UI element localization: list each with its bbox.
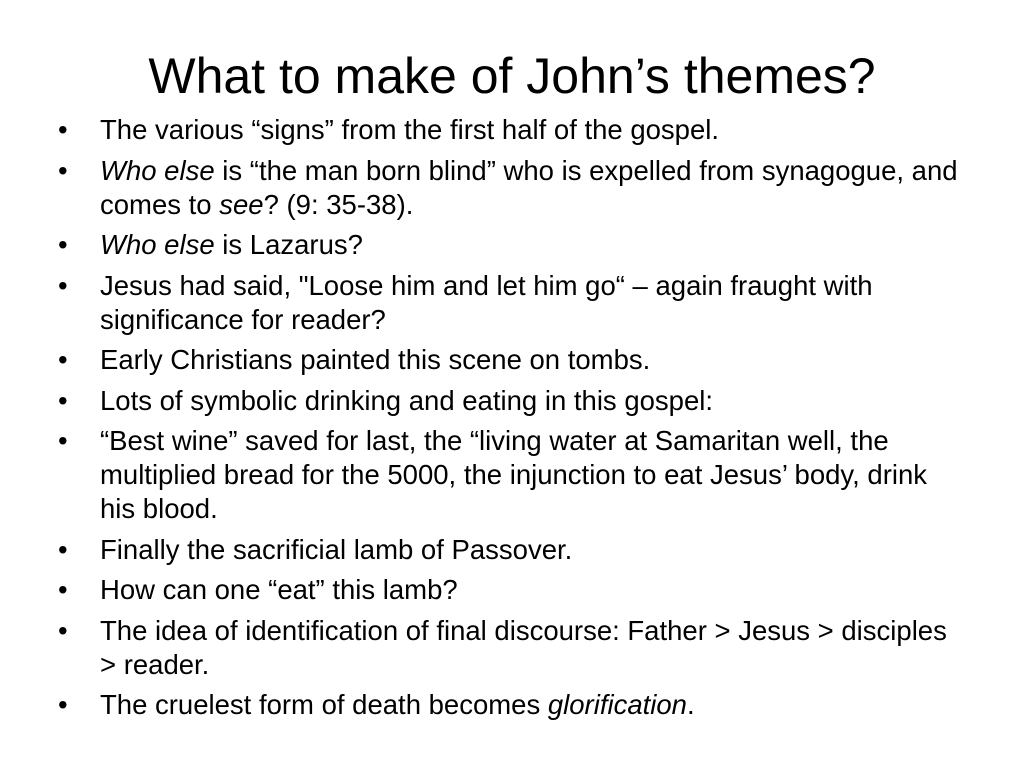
bullet-text — [100, 689, 695, 720]
bullet-text-italic-segment: Who else — [100, 154, 215, 186]
slide-title: What to make of John’s themes? — [148, 48, 876, 104]
bullet-dot-icon: • — [58, 689, 68, 720]
bullet-text-segment: Jesus had said, "Loose him and let him go“ – again fraught with significance for reader? — [100, 269, 873, 335]
bullet-item — [58, 343, 968, 377]
bullet-text — [100, 155, 958, 220]
bullet-text-italic-segment: Who else — [100, 229, 215, 260]
bullet-item — [58, 154, 968, 222]
bullet-item — [58, 533, 968, 567]
bullet-text-segment: The cruelest form of death becomes — [100, 689, 548, 720]
bullet-item — [58, 228, 968, 262]
bullet-text-segment: The idea of identification of final discourse: Father > Jesus > disciples > reader. — [100, 614, 947, 680]
bullet-list — [58, 113, 968, 729]
bullet-item — [58, 384, 968, 418]
bullet-dot-icon: • — [58, 269, 68, 301]
bullet-dot-icon: • — [58, 614, 68, 646]
bullet-text-segment: “Best wine” saved for last, the “living water at Samaritan well, the multiplied bread for the 5000, the injunction to eat Jesus’ body, drink his blood. — [100, 425, 928, 524]
bullet-dot-icon: • — [58, 344, 68, 375]
bullet-dot-icon: • — [58, 574, 68, 605]
bullet-text-segment: Finally the sacrificial lamb of Passover. — [100, 533, 573, 565]
bullet-text — [100, 574, 458, 605]
bullet-item — [58, 688, 968, 722]
bullet-text-segment: is Lazarus? — [214, 229, 363, 260]
bullet-text-segment: ? (9: 35-38). — [263, 188, 414, 220]
bullet-item — [58, 573, 968, 607]
bullet-text-segment: How can one “eat” this lamb? — [100, 574, 458, 605]
bullet-text — [100, 615, 947, 680]
bullet-text — [100, 425, 927, 524]
bullet-text — [100, 270, 873, 335]
bullet-text — [100, 114, 719, 145]
bullet-dot-icon: • — [58, 384, 68, 416]
bullet-text-italic-segment: see — [219, 188, 264, 220]
bullet-dot-icon: • — [58, 114, 68, 145]
bullet-text — [100, 344, 650, 375]
bullet-text-segment: Lots of symbolic drinking and eating in this gospel: — [100, 384, 713, 416]
bullet-text-segment: Early Christians painted this scene on tombs. — [100, 344, 651, 375]
bullet-dot-icon: • — [58, 425, 68, 456]
bullet-item — [58, 424, 968, 526]
bullet-text-italic-segment: glorification — [547, 689, 687, 720]
bullet-text-segment: is “the man born blind” who is expelled from synagogue, and comes to — [100, 154, 958, 220]
bullet-text-segment: The various “signs” from the first half of the gospel. — [100, 114, 720, 145]
bullet-dot-icon: • — [58, 229, 68, 260]
bullet-text — [100, 534, 572, 565]
bullet-item — [58, 269, 968, 337]
bullet-text — [100, 385, 713, 416]
bullet-item — [58, 614, 968, 682]
bullet-text — [100, 229, 363, 260]
bullet-text-segment: . — [686, 689, 695, 720]
bullet-dot-icon: • — [58, 533, 68, 565]
bullet-item — [58, 113, 968, 147]
bullet-dot-icon: • — [58, 154, 68, 186]
